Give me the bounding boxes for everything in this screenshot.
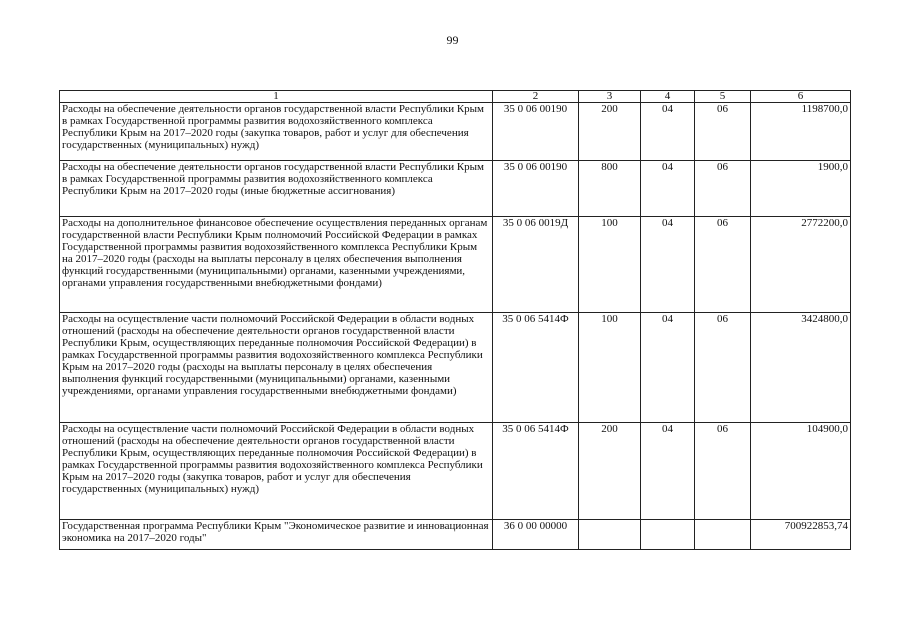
row-col5: 06 <box>695 103 751 161</box>
row-code: 35 0 06 00190 <box>493 161 579 217</box>
table-row <box>60 423 851 520</box>
row-amount: 700922853,74 <box>751 520 851 550</box>
row-amount: 1900,0 <box>751 161 851 217</box>
table-header-row <box>60 91 851 103</box>
table-row <box>60 520 851 550</box>
table-row <box>60 217 851 313</box>
column-header: 1 <box>60 91 493 103</box>
row-col3: 200 <box>579 423 641 520</box>
row-description: Расходы на осуществление части полномочий Российской Федерации в области водных отношений (расходы на обеспечение деятельности органов государственной власти Республики Крым, осуществляющих переданные полномочия Российской Федерации) в рамках Государственной программы развития водохозяйственного комплекса Республики Крым на 2017–2020 годы (расходы на выплаты персоналу в целях обеспечения выполнения функций государственными (муниципальными) органами, казенными учреждениями, органами управления государственными внебюджетными фондами) <box>60 313 493 423</box>
page-number: 99 <box>446 33 459 47</box>
row-code: 35 0 06 5414Ф <box>493 313 579 423</box>
table-row <box>60 161 851 217</box>
row-col5 <box>695 520 751 550</box>
column-header: 4 <box>641 91 695 103</box>
row-amount: 3424800,0 <box>751 313 851 423</box>
row-description: Государственная программа Республики Крым "Экономическое развитие и инновационная экономика на 2017–2020 годы" <box>60 520 493 550</box>
column-header: 2 <box>493 91 579 103</box>
row-col5: 06 <box>695 423 751 520</box>
row-code: 35 0 06 00190 <box>493 103 579 161</box>
row-description: Расходы на дополнительное финансовое обеспечение осуществления переданных органам государственной власти Республики Крым полномочий Российской Федерации в рамках Государственной программы развития водохозяйственного комплекса Республики Крым на 2017–2020 годы (расходы на выплаты персоналу в целях обеспечения выполнения функций государственными (муниципальными) органами, казенными учреждениями, органами управления государственными внебюджетными фондами) <box>60 217 493 313</box>
row-code: 36 0 00 00000 <box>493 520 579 550</box>
row-col4: 04 <box>641 423 695 520</box>
row-col4: 04 <box>641 103 695 161</box>
row-amount: 2772200,0 <box>751 217 851 313</box>
row-col3: 800 <box>579 161 641 217</box>
row-col4: 04 <box>641 161 695 217</box>
row-col5: 06 <box>695 217 751 313</box>
row-col4 <box>641 520 695 550</box>
row-col5: 06 <box>695 313 751 423</box>
column-header: 5 <box>695 91 751 103</box>
row-col5: 06 <box>695 161 751 217</box>
row-description: Расходы на обеспечение деятельности органов государственной власти Республики Крым в рамках Государственной программы развития водохозяйственного комплекса Республики Крым на 2017–2020 годы (закупка товаров, работ и услуг для обеспечения государственных (муниципальных) нужд) <box>60 103 493 161</box>
row-description: Расходы на обеспечение деятельности органов государственной власти Республики Крым в рамках Государственной программы развития водохозяйственного комплекса Республики Крым на 2017–2020 годы (иные бюджетные ассигнования) <box>60 161 493 217</box>
row-col3: 200 <box>579 103 641 161</box>
row-col3: 100 <box>579 217 641 313</box>
row-description: Расходы на осуществление части полномочий Российской Федерации в области водных отношений (расходы на обеспечение деятельности органов государственной власти Республики Крым, осуществляющих переданные полномочия Российской Федерации) в рамках Государственной программы развития водохозяйственного комплекса Республики Крым на 2017–2020 годы (закупка товаров, работ и услуг для обеспечения государственных (муниципальных) нужд) <box>60 423 493 520</box>
row-col4: 04 <box>641 313 695 423</box>
row-code: 35 0 06 5414Ф <box>493 423 579 520</box>
row-code: 35 0 06 0019Д <box>493 217 579 313</box>
column-header: 6 <box>751 91 851 103</box>
row-col3: 100 <box>579 313 641 423</box>
table-row <box>60 103 851 161</box>
table-row <box>60 313 851 423</box>
row-col3 <box>579 520 641 550</box>
column-header: 3 <box>579 91 641 103</box>
row-col4: 04 <box>641 217 695 313</box>
budget-table <box>59 90 851 550</box>
row-amount: 104900,0 <box>751 423 851 520</box>
row-amount: 1198700,0 <box>751 103 851 161</box>
